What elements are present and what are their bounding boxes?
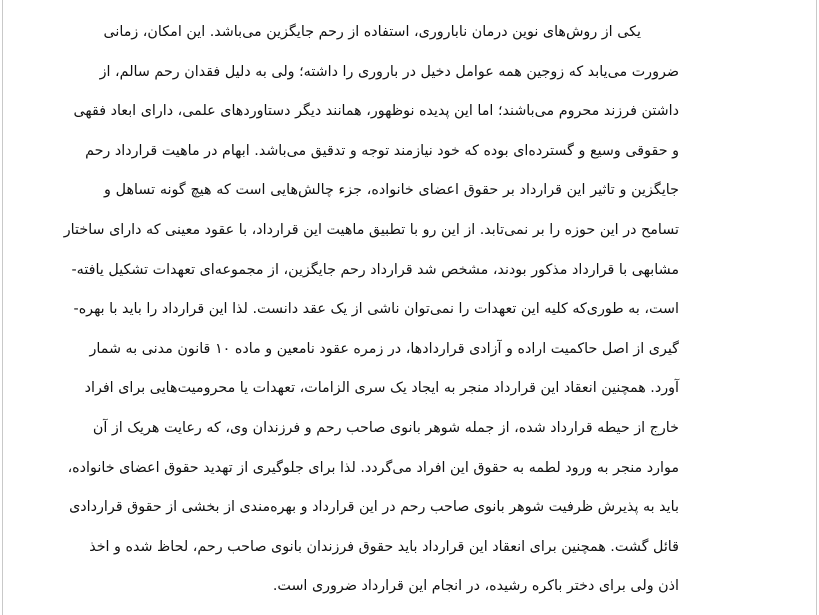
- paragraph-line: جایگزین و تاثیر این قرارداد بر حقوق اعضای خانواده، جزء چالش‌هایی است که هیچ گونه تساهل و: [104, 182, 679, 199]
- paragraph-line: است، به طوری‌که کلیه این تعهدات را نمی‌توان ناشی از یک عقد دانست. لذا این قرارداد را باید با بهره-: [73, 301, 679, 318]
- paragraph-line: موارد منجر به ورود لطمه به حقوق این افراد می‌گردد. لذا برای جلوگیری از تهدید حقوق اعضای خانواده،: [67, 459, 679, 476]
- paragraph-line: باید به پذیرش ظرفیت شوهر بانوی صاحب رحم در این قرارداد و بهره‌مندی از بخشی از حقوق قراردادی: [69, 499, 679, 516]
- paragraph-line: تسامح در این حوزه را بر نمی‌تابد. از این رو با تطبیق ماهیت این قرارداد، با عقود معینی که دارای ساختار: [63, 221, 679, 238]
- paragraph-line: آورد. همچنین انعقاد این قرارداد منجر به ایجاد یک سری الزامات، تعهدات یا محرومیت‌هایی برای افراد: [84, 380, 679, 397]
- paragraph-body: [63, 13, 679, 607]
- page-left-edge: [2, 0, 3, 615]
- paragraph-line: قائل گشت. همچنین برای انعقاد این قرارداد باید حقوق فرزندان بانوی صاحب رحم، لحاظ شده و اخذ: [89, 538, 679, 555]
- paragraph-line: گیری از اصل حاکمیت اراده و آزادی قراردادها، در زمره عقود نامعین و ماده ۱۰ قانون مدنی به شمار: [89, 340, 679, 357]
- paragraph-line: یکی از روش‌های نوین درمان ناباروری، استفاده از رحم جایگزین می‌باشد. این امکان، زمانی: [103, 24, 641, 40]
- paragraph-line: ضرورت می‌یابد که زوجین همه عوامل دخیل در باروری را داشته؛ ولی به دلیل فقدان رحم سالم، از: [99, 63, 679, 80]
- paragraph-line: و حقوقی وسیع و گسترده‌ای بوده که خود نیازمند توجه و تدقیق می‌باشد. ابهام در ماهیت قرارداد رحم: [85, 142, 679, 159]
- paragraph-line: مشابهی با قرارداد مذکور بودند، مشخص شد قرارداد رحم جایگزین، از مجموعه‌ای تعهدات تشکیل یافته-: [71, 261, 679, 278]
- page-right-edge: [816, 0, 817, 615]
- paragraph-line: خارج از حیطه قرارداد شده، از جمله شوهر بانوی صاحب رحم و فرزندان وی، که رعایت هریک از آن: [92, 419, 679, 436]
- paragraph-line: اذن ولی برای دختر باکره رشیده، در انجام این قرارداد ضروری است.: [272, 578, 679, 595]
- paragraph-line: داشتن فرزند محروم می‌باشند؛ اما این پدیده نوظهور، همانند دیگر دستاوردهای علمی، دارای ابعاد فقهی: [73, 103, 679, 120]
